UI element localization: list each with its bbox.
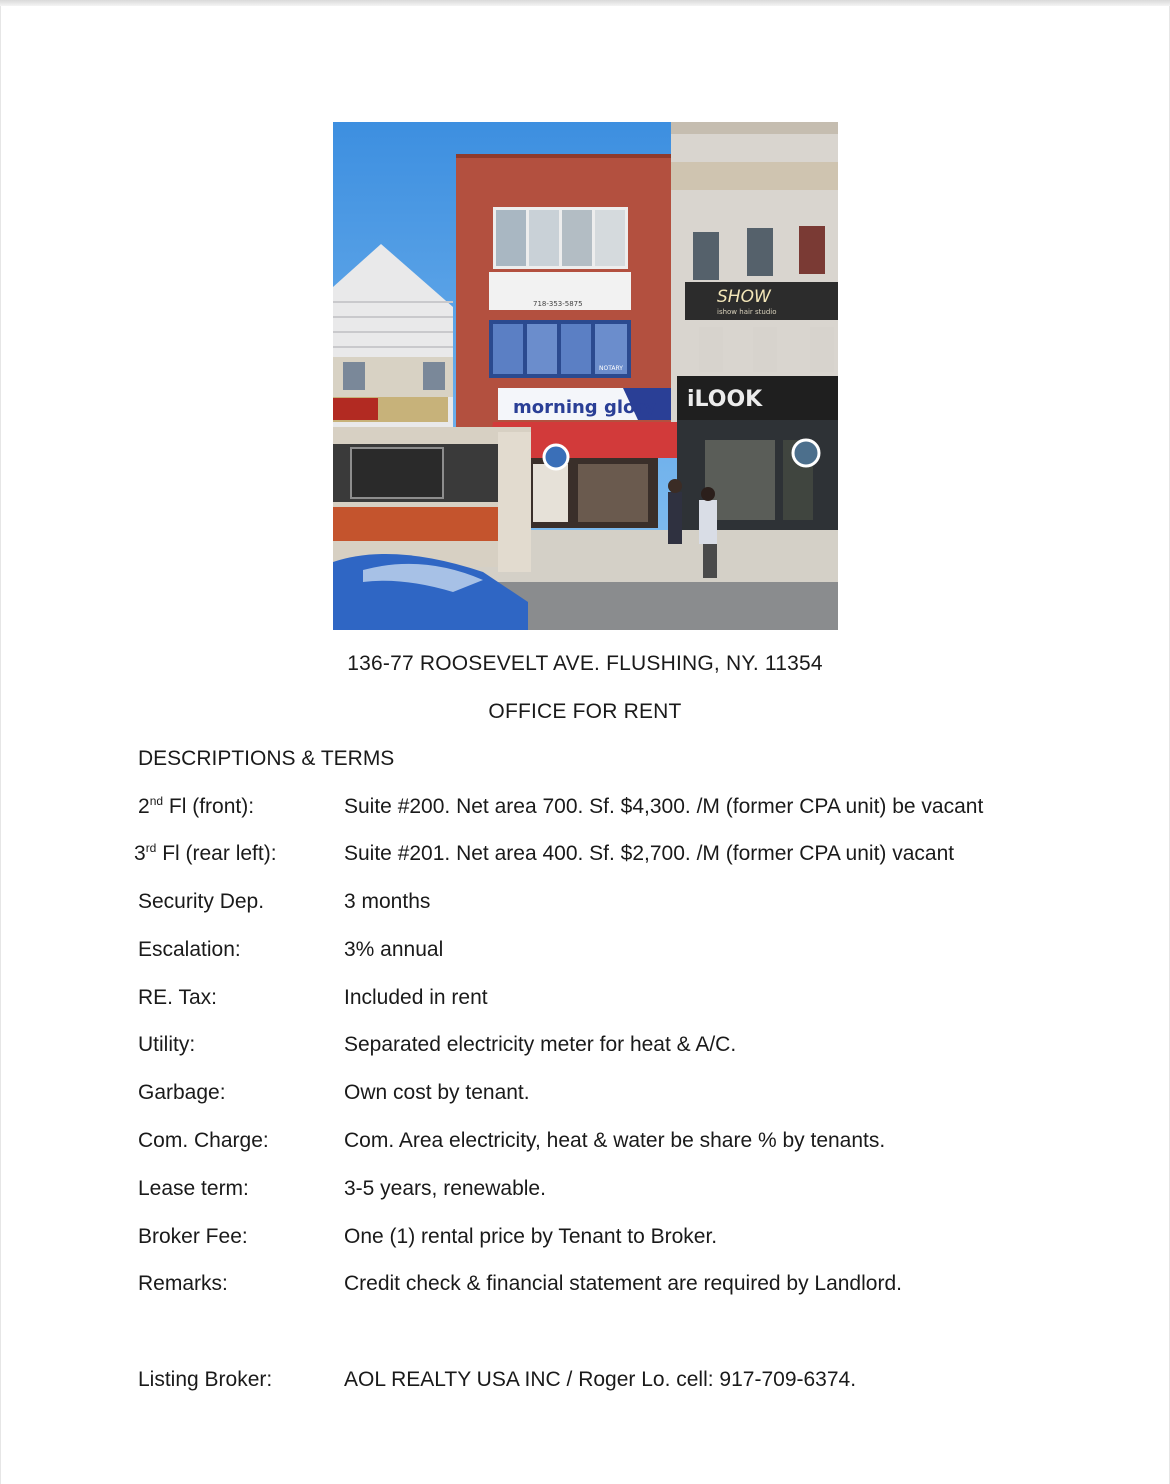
term-value: 3 months [344,890,431,913]
term-row-escalation [0,938,1170,968]
phone-banner-text: 718-353-5875 [533,300,583,308]
term-label: RE. Tax: [138,986,217,1009]
term-value: Own cost by tenant. [344,1081,530,1104]
term-value: 3-5 years, renewable. [344,1177,546,1200]
term-label: Lease term: [138,1177,249,1200]
term-row-floor2 [0,795,1170,825]
term-row-com-charge [0,1129,1170,1159]
term-row-broker-fee [0,1225,1170,1255]
term-row-lease-term [0,1177,1170,1207]
term-value: Suite #200. Net area 700. Sf. $4,300. /M (former CPA unit) be vacant [344,795,984,818]
listing-headline: OFFICE FOR RENT [488,700,682,723]
term-label: Com. Charge: [138,1129,269,1152]
term-value: Suite #201. Net area 400. Sf. $2,700. /M (former CPA unit) vacant [344,842,955,865]
notary-sign-text: NOTARY [599,365,623,372]
term-value: One (1) rental price by Tenant to Broker. [344,1225,718,1248]
term-label: Escalation: [138,938,241,961]
term-label: Utility: [138,1033,196,1056]
term-label: Listing Broker: [138,1368,273,1391]
show-sign-subtext: ishow hair studio [717,308,777,316]
term-row-security [0,890,1170,920]
term-value: Included in rent [344,986,488,1009]
morning-glory-sign-text: morning glory [513,397,656,418]
term-row-floor3 [0,842,1170,872]
term-row-garbage [0,1081,1170,1111]
term-label: 3rd Fl (rear left): [134,841,277,865]
term-label: Garbage: [138,1081,226,1104]
term-value: Separated electricity meter for heat & A/C. [344,1033,737,1056]
show-sign-text: SHOW [717,287,771,307]
broker-contact: AOL REALTY USA INC / Roger Lo. cell: 917-709-6374. [344,1368,857,1391]
term-row-re-tax [0,986,1170,1016]
term-label: 2nd Fl (front): [138,794,255,818]
term-label: Broker Fee: [138,1225,248,1248]
term-value: Com. Area electricity, heat & water be share % by tenants. [344,1129,886,1152]
term-row-utility [0,1033,1170,1063]
term-label: Security Dep. [138,890,265,913]
term-row-listing-broker [0,1368,1170,1398]
ilook-sign-text: iLOOK [687,387,763,412]
property-address: 136-77 ROOSEVELT AVE. FLUSHING, NY. 11354 [347,652,823,675]
term-row-remarks [0,1272,1170,1302]
term-value: 3% annual [344,938,444,961]
term-value: Credit check & financial statement are required by Landlord. [344,1272,902,1295]
section-title: DESCRIPTIONS & TERMS [138,747,395,770]
term-label: Remarks: [138,1272,228,1295]
building-photo [333,122,838,630]
